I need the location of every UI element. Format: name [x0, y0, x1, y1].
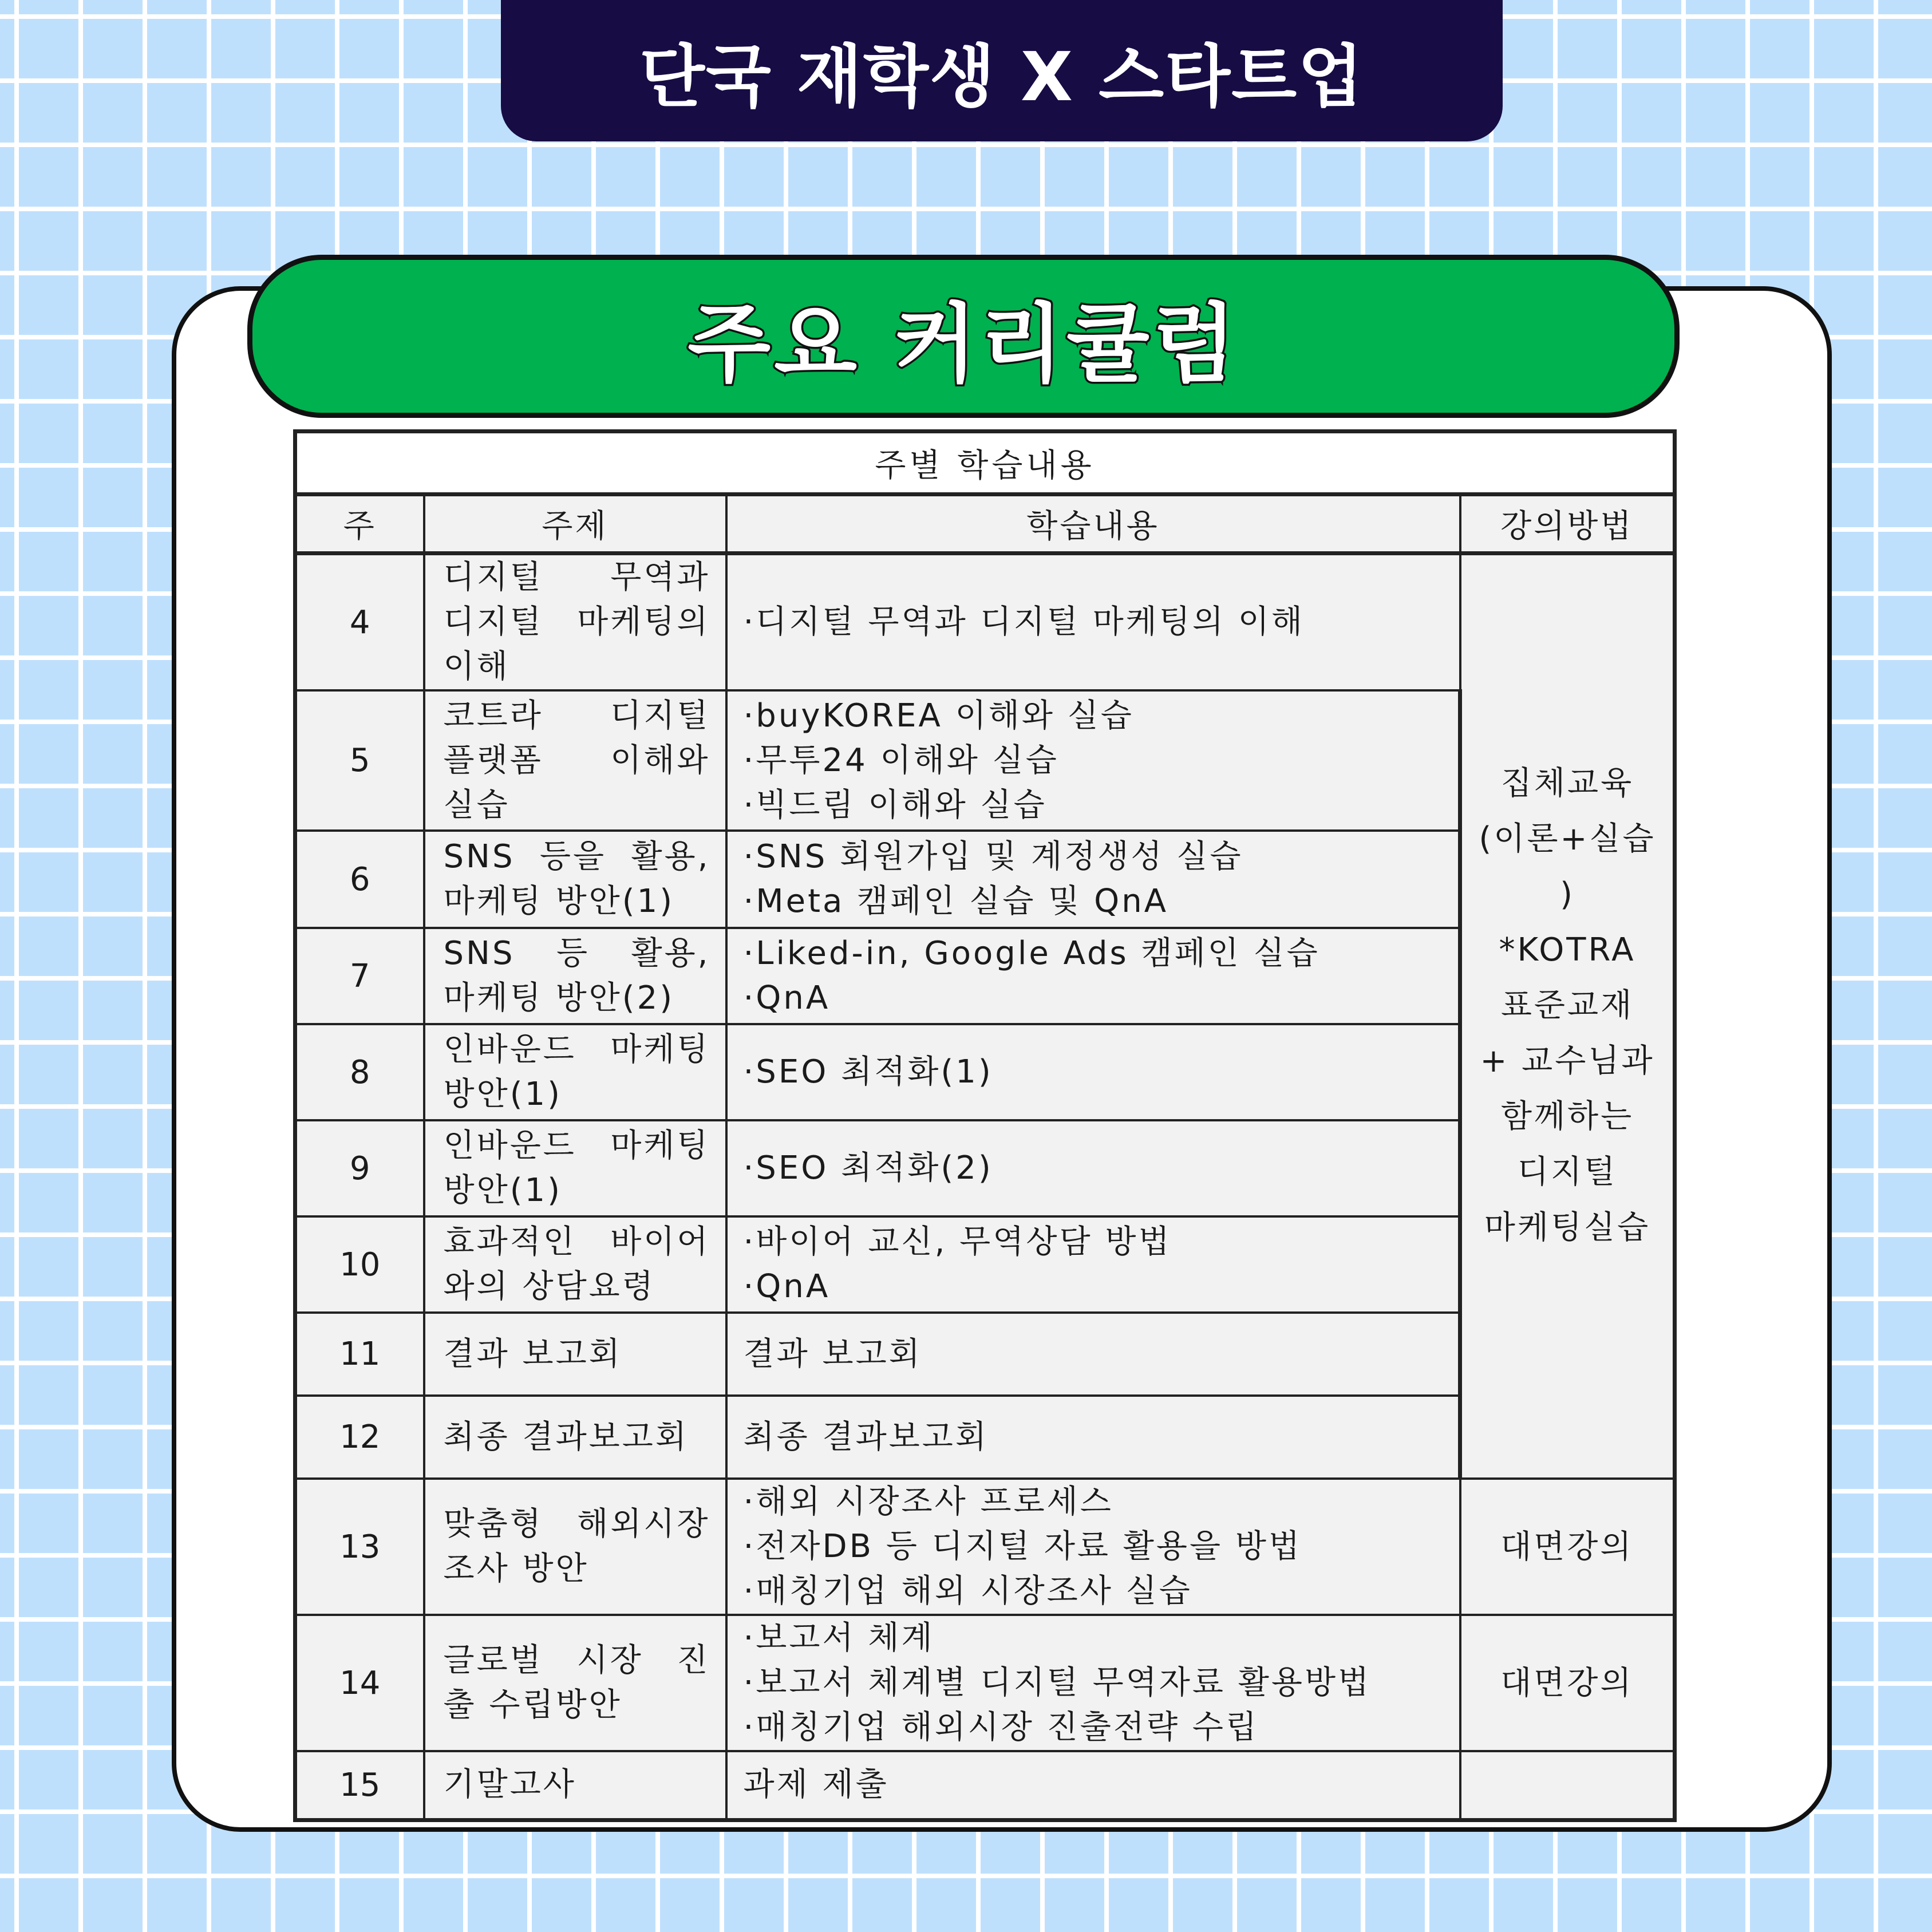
- topic-line: 디지털 마케팅의: [443, 603, 710, 641]
- content-line: ·전자DB 등 디지털 자료 활용을 방법: [743, 1528, 1302, 1565]
- table-row: [295, 554, 1675, 691]
- method-line: ): [1560, 876, 1575, 913]
- topic-line: 조사 방안: [443, 1550, 589, 1587]
- content-line: ·보고서 체계별 디지털 무역자료 활용방법: [743, 1664, 1372, 1701]
- table-row: [295, 1479, 1675, 1615]
- topic-line: 실습: [443, 786, 510, 824]
- topic-line: 디지털 무역과: [443, 559, 710, 596]
- column-header-week: 주: [295, 495, 424, 554]
- content-line: ·무투24 이해와 실습: [743, 741, 1059, 779]
- content-cell: [726, 1396, 1460, 1479]
- topic-cell: [424, 928, 726, 1024]
- content-cell: [726, 554, 1460, 691]
- topic-line: 마케팅 방안(2): [443, 979, 675, 1017]
- table-caption: 주별 학습내용: [295, 432, 1675, 495]
- week-cell: 10: [295, 1216, 424, 1313]
- topic-line: SNS 등 활용,: [443, 935, 710, 972]
- method-line: 마케팅실습: [1484, 1209, 1651, 1246]
- content-line: ·Liked-in, Google Ads 캠페인 실습: [743, 935, 1320, 972]
- week-cell: 6: [295, 831, 424, 928]
- week-cell: 5: [295, 690, 424, 831]
- content-line: 최종 결과보고회: [743, 1418, 989, 1456]
- content-cell: [726, 1024, 1460, 1120]
- topic-cell: [424, 1313, 726, 1396]
- program-title: 단국 재학생 X 스타트업: [639, 37, 1365, 116]
- content-cell: [726, 690, 1460, 831]
- method-cell-merged: [1460, 554, 1675, 1479]
- content-line: ·보고서 체계: [743, 1619, 935, 1657]
- method-cell: [1460, 1751, 1675, 1820]
- topic-cell: [424, 1479, 726, 1615]
- section-banner: [247, 255, 1680, 418]
- topic-cell: [424, 1216, 726, 1313]
- content-line: ·디지털 무역과 디지털 마케팅의 이해: [743, 603, 1305, 641]
- content-cell: [726, 1615, 1460, 1751]
- topic-line: SNS 등을 활용,: [443, 838, 710, 875]
- week-cell: 11: [295, 1313, 424, 1396]
- topic-line: 출 수립방안: [443, 1686, 622, 1724]
- content-cell: [726, 928, 1460, 1024]
- content-cell: [726, 1120, 1460, 1216]
- method-cell: 대면강의: [1460, 1479, 1675, 1615]
- content-line: ·SEO 최적화(2): [743, 1149, 993, 1187]
- content-cell: [726, 1313, 1460, 1396]
- topic-cell: [424, 554, 726, 691]
- column-header-content: 학습내용: [726, 495, 1460, 554]
- top-banner: [501, 0, 1503, 141]
- topic-line: 효과적인 바이어: [443, 1223, 710, 1261]
- topic-line: 이해: [443, 648, 510, 685]
- table-row: [295, 1751, 1675, 1820]
- week-cell: 15: [295, 1751, 424, 1820]
- topic-line: 인바운드 마케팅: [443, 1031, 710, 1068]
- method-line: 디지털: [1517, 1153, 1618, 1191]
- topic-cell: [424, 1120, 726, 1216]
- section-title: 주요 커리큘럼: [688, 294, 1239, 394]
- week-cell: 13: [295, 1479, 424, 1615]
- topic-line: 코트라 디지털: [443, 697, 710, 734]
- method-line: (이론+실습: [1479, 820, 1656, 858]
- content-cell: [726, 831, 1460, 928]
- topic-cell: [424, 1615, 726, 1751]
- table-row: [295, 1615, 1675, 1751]
- topic-line: 방안(1): [443, 1076, 563, 1113]
- content-line: ·매칭기업 해외 시장조사 실습: [743, 1573, 1192, 1610]
- content-line: 과제 제출: [743, 1766, 889, 1804]
- content-line: ·SEO 최적화(1): [743, 1053, 993, 1091]
- topic-line: 글로벌 시장 진: [443, 1642, 710, 1679]
- content-line: ·해외 시장조사 프로세스: [743, 1483, 1113, 1520]
- content-line: ·Meta 캠페인 실습 및 QnA: [743, 883, 1169, 920]
- topic-line: 인바운드 마케팅: [443, 1127, 710, 1164]
- content-line: ·빅드림 이해와 실습: [743, 786, 1047, 824]
- topic-cell: [424, 690, 726, 831]
- method-line: 표준교재: [1500, 987, 1634, 1024]
- week-cell: 7: [295, 928, 424, 1024]
- topic-line: 결과 보고회: [443, 1335, 622, 1373]
- content-line: ·QnA: [743, 979, 831, 1017]
- content-line: ·매칭기업 해외시장 진출전략 수립: [743, 1709, 1259, 1746]
- topic-cell: [424, 1024, 726, 1120]
- topic-line: 마케팅 방안(1): [443, 883, 675, 920]
- column-header-topic: 주제: [424, 495, 726, 554]
- content-line: ·SNS 회원가입 및 계정생성 실습: [743, 838, 1243, 875]
- content-line: ·buyKOREA 이해와 실습: [743, 697, 1134, 734]
- content-line: 결과 보고회: [743, 1335, 922, 1373]
- curriculum-table: [293, 429, 1677, 1822]
- topic-line: 최종 결과보고회: [443, 1418, 689, 1456]
- week-cell: 8: [295, 1024, 424, 1120]
- week-cell: 12: [295, 1396, 424, 1479]
- method-line: *KOTRA: [1499, 931, 1636, 969]
- topic-cell: [424, 831, 726, 928]
- table-caption-row: [295, 432, 1675, 495]
- topic-line: 플랫폼 이해와: [443, 741, 710, 779]
- content-cell: [726, 1479, 1460, 1615]
- topic-line: 방안(1): [443, 1172, 563, 1209]
- method-line: 함께하는: [1500, 1098, 1634, 1135]
- week-cell: 14: [295, 1615, 424, 1751]
- topic-cell: [424, 1751, 726, 1820]
- method-line: 집체교육: [1500, 765, 1634, 802]
- table-header-row: [295, 495, 1675, 554]
- method-cell: 대면강의: [1460, 1615, 1675, 1751]
- week-cell: 9: [295, 1120, 424, 1216]
- topic-cell: [424, 1396, 726, 1479]
- week-cell: 4: [295, 554, 424, 691]
- content-line: ·QnA: [743, 1268, 831, 1305]
- column-header-method: 강의방법: [1460, 495, 1675, 554]
- topic-line: 기말고사: [443, 1766, 576, 1804]
- topic-line: 와의 상담요령: [443, 1268, 655, 1305]
- content-cell: [726, 1751, 1460, 1820]
- content-line: ·바이어 교신, 무역상담 방법: [743, 1223, 1172, 1261]
- topic-line: 맞춤형 해외시장: [443, 1506, 710, 1543]
- content-cell: [726, 1216, 1460, 1313]
- method-line: + 교수님과: [1480, 1042, 1655, 1080]
